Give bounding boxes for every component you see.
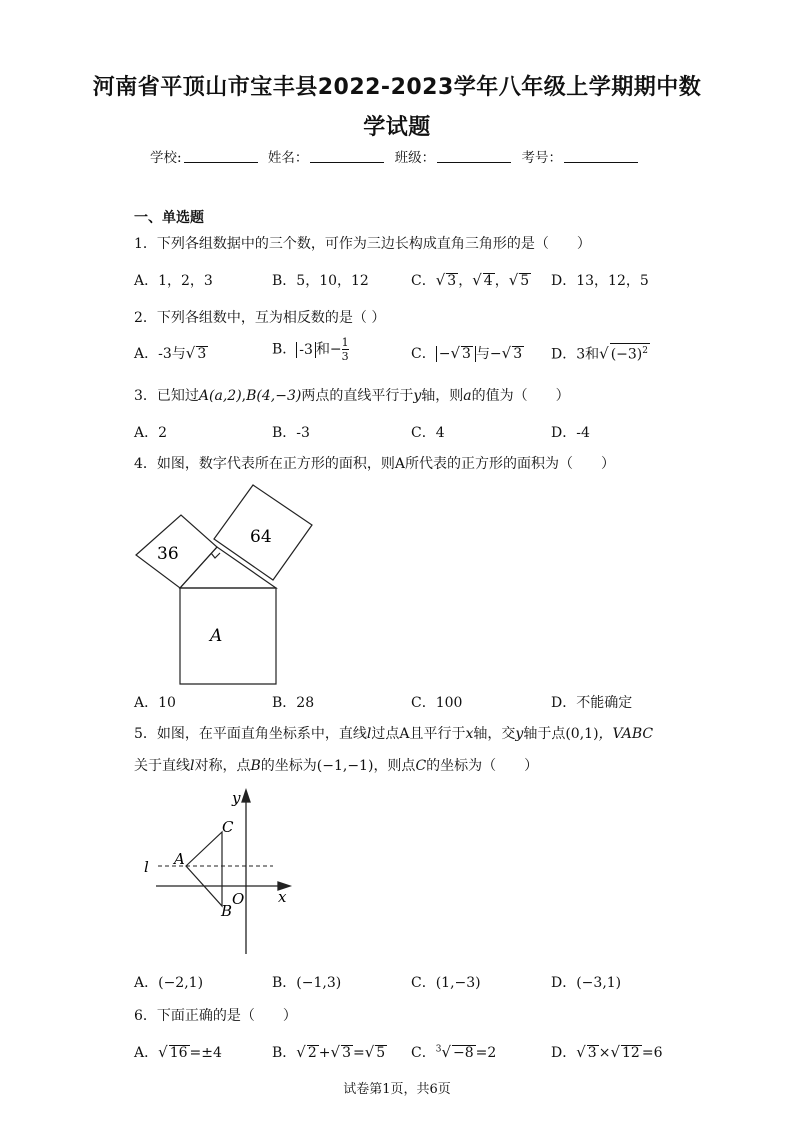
q1-option-d[interactable]: D．13，12，5: [551, 273, 649, 289]
q1-c-label: C．: [411, 273, 436, 289]
q3-axis: y: [413, 388, 422, 404]
q5-label-y: y: [232, 789, 241, 807]
q5-l2-end: 的坐标为（ ）: [426, 758, 539, 774]
q2-option-d[interactable]: D．3和√ $(-3)^2$: [551, 344, 648, 363]
q5-l2-pre: 关于直线: [134, 758, 190, 774]
page-title-line2: 学试题: [363, 115, 431, 140]
q3-stem-end: 的值为（ ）: [471, 388, 570, 404]
q3-option-b[interactable]: B．-3: [272, 425, 310, 441]
q3-stem: [134, 385, 570, 405]
q5-l1-end: ，VABC: [598, 726, 654, 742]
q5-label-b: B: [221, 902, 233, 920]
q2-c-mid: 与−: [475, 346, 502, 362]
q4-square-a: [180, 588, 276, 684]
q1-c-r2: 4: [483, 273, 493, 289]
q3-option-d[interactable]: D．-4: [551, 425, 590, 441]
q6-option-b[interactable]: B．√ 2 +√ 3 =√ 5: [272, 1043, 386, 1061]
q5-l2-mid3: ，则点: [373, 758, 416, 774]
q5-l2-l: l: [190, 758, 195, 774]
q2-a-pre: A．-3与: [134, 346, 186, 362]
q4-option-d[interactable]: D．不能确定: [551, 695, 633, 711]
q5-y-arrow: [242, 790, 250, 802]
q5-line1: [134, 723, 653, 743]
q5-l1-mid3: 轴于点: [523, 726, 566, 742]
q5-l2-b: B: [250, 758, 261, 774]
q4-label-a: A: [210, 626, 223, 646]
q1-option-b[interactable]: B．5，10，12: [272, 273, 369, 289]
q6-c-tail: =2: [475, 1045, 497, 1061]
school-blank[interactable]: [184, 150, 258, 163]
q6-a-label: A．: [134, 1045, 159, 1061]
q5-triangle-abc: [186, 832, 222, 906]
q4-option-c[interactable]: C．100: [411, 695, 463, 711]
q5-option-c[interactable]: C．(1,−3): [411, 975, 481, 991]
q5-label-o: O: [232, 890, 245, 908]
q2-b-mid: 和−: [315, 341, 342, 358]
school-label: 学校:: [150, 150, 182, 166]
q5-l2-c: C: [415, 758, 427, 774]
q5-l2-mid2: 的坐标为: [260, 758, 317, 774]
number-blank[interactable]: [564, 150, 638, 163]
q5-option-b[interactable]: B．(−1,3): [272, 975, 342, 991]
q6-c-index: 3: [435, 1044, 442, 1055]
q1-stem: 1．下列各组数据中的三个数，可作为三边长构成直角三角形的是（ ）: [134, 236, 591, 252]
q5-l1-pre: 5．如图，在平面直角坐标系中，直线: [134, 726, 367, 742]
q5-l1-mid: 过点A且平行于: [371, 726, 466, 742]
q4-option-a[interactable]: A．10: [134, 695, 176, 711]
q4-right-triangle: [180, 547, 276, 588]
q6-d-label: D．: [551, 1045, 577, 1061]
q4-option-b[interactable]: B．28: [272, 695, 315, 711]
q5-l1-mid2: 轴，交: [473, 726, 516, 742]
q3-option-a[interactable]: A．2: [134, 425, 168, 441]
q3-option-c[interactable]: C．4: [411, 425, 445, 441]
q2-b-num: 1: [341, 336, 349, 349]
q2-d-rad: [610, 343, 650, 363]
q2-option-b[interactable]: [272, 336, 349, 363]
q6-b-eq: =: [353, 1045, 365, 1061]
q2-b-den: 3: [341, 350, 349, 363]
page-footer: 试卷第1页，共6页: [343, 1082, 451, 1097]
q1-c-r1: 3: [447, 273, 457, 289]
q4-figure: [125, 475, 315, 690]
q6-a-rad: 16: [169, 1045, 188, 1061]
q1-option-c[interactable]: C．√ 3 ，√ 4 ，√ 5: [411, 271, 530, 289]
q2-d-rad-inner: (−3): [610, 346, 643, 363]
name-label: 姓名：: [267, 150, 309, 166]
q5-l2-bcoord: (−1,−1): [316, 758, 374, 774]
q2-a-rad: 3: [197, 346, 207, 362]
q6-b-r1: 2: [307, 1045, 317, 1061]
q4-right-angle-mark: [211, 553, 220, 558]
q5-label-x: x: [278, 888, 287, 906]
class-blank[interactable]: [437, 150, 511, 163]
number-label: 考号：: [521, 150, 562, 166]
q6-b-label: B．: [272, 1045, 297, 1061]
q2-d-exp: 2: [642, 346, 648, 356]
q2-c-label: C．: [411, 346, 436, 362]
q5-label-a: A: [174, 850, 185, 868]
class-label: 班级：: [394, 150, 436, 166]
q5-l1-x: x: [465, 726, 474, 742]
q6-d-times: ×: [598, 1045, 611, 1061]
q4-label-36: 36: [157, 544, 179, 564]
q2-b-fraction: [342, 336, 349, 363]
q3-stem-mid2: 轴，则: [421, 388, 464, 404]
q2-b-abs: -3: [296, 342, 316, 358]
q3-stem-mid: 两点的直线平行于: [301, 388, 414, 404]
q2-b-label: B．: [272, 341, 297, 358]
page-title-line1: 河南省平顶山市宝丰县2022-2023学年八年级上学期期中数: [92, 75, 702, 100]
q2-option-a[interactable]: A．-3与√ 3: [134, 344, 207, 362]
section-title: 一、单选题: [134, 210, 204, 226]
q2-c-rad: 3: [513, 346, 523, 362]
q6-d-r2: 12: [622, 1045, 640, 1061]
q1-c-r3: 5: [520, 273, 530, 289]
q6-c-label: C．: [411, 1045, 436, 1061]
q5-l2-mid: 对称，点: [194, 758, 251, 774]
name-blank[interactable]: [310, 150, 384, 163]
q3-stem-pre: 3．已知过: [134, 388, 199, 404]
q6-option-a[interactable]: A．√ 16 =±4: [134, 1043, 222, 1061]
q6-b-r3: 5: [376, 1045, 386, 1061]
q6-d-tail: =6: [641, 1045, 663, 1061]
q5-label-c: C: [222, 818, 234, 836]
q5-line2: [134, 755, 538, 775]
q6-d-r1: 3: [587, 1045, 597, 1061]
q4-stem: 4．如图，数字代表所在正方形的面积，则A所代表的正方形的面积为（ ）: [134, 456, 616, 472]
q5-l1-y: y: [515, 726, 524, 742]
q3-var: a: [463, 388, 472, 404]
q2-option-c[interactable]: C． −√ 3 与−√ 3: [411, 344, 523, 362]
q2-stem: 2．下列各组数中，互为相反数的是（ ）: [134, 310, 386, 326]
q2-d-pre: D．3和: [551, 346, 600, 363]
q5-figure: [138, 784, 298, 964]
q2-c-abs: −√ 3: [436, 346, 476, 362]
q1-option-a[interactable]: A．1，2，3: [134, 273, 213, 289]
q6-b-plus: +: [318, 1045, 331, 1061]
q4-label-64: 64: [250, 527, 272, 547]
q6-option-c[interactable]: C．$^3$√ −8 =2: [411, 1043, 497, 1061]
q6-c-rad: −8: [453, 1045, 474, 1061]
q6-option-d[interactable]: D．√ 3 ×√ 12 =6: [551, 1043, 663, 1061]
q5-option-d[interactable]: D．(−3,1): [551, 975, 622, 991]
q5-l1-l: l: [366, 726, 372, 742]
q2-c-abs-rad: 3: [462, 346, 471, 362]
q5-option-a[interactable]: A．(−2,1): [134, 975, 204, 991]
q3-point-a: A(a,2): [198, 388, 242, 404]
q5-label-l: l: [144, 858, 149, 876]
q6-a-tail: =±4: [189, 1045, 222, 1061]
q6-b-r2: 3: [342, 1045, 351, 1061]
q5-l1-pt: (0,1): [565, 726, 599, 742]
student-info-row: [0, 146, 794, 166]
q3-sep: ,: [241, 388, 247, 404]
q3-point-b: B(4,−3): [246, 388, 302, 404]
q6-stem: 6．下面正确的是（ ）: [134, 1008, 297, 1024]
